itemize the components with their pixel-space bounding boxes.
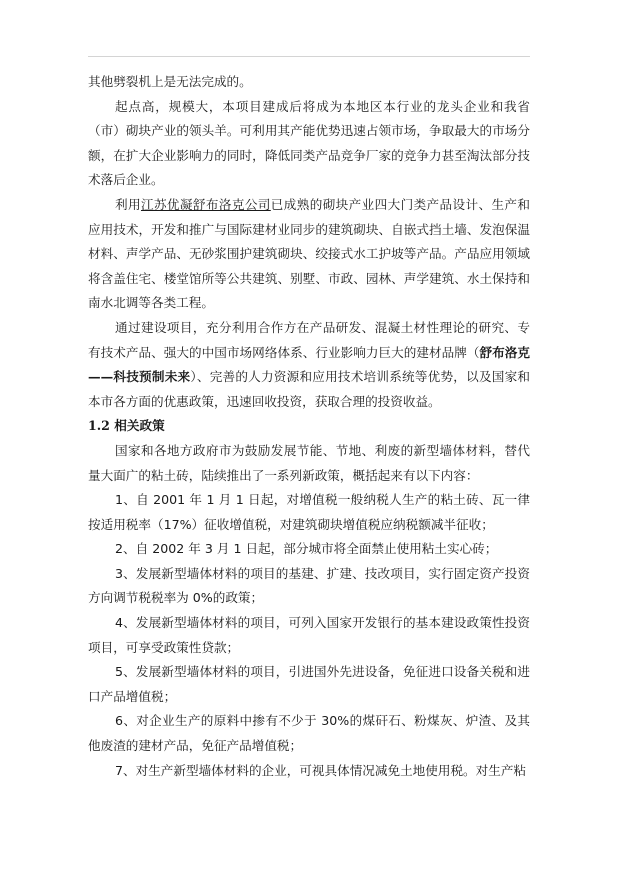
paragraph-market-advantage: 起点高，规模大，本项目建成后将成为本地区本行业的龙头企业和我省（市）砌块产业的领头羊。可利用其产能优势迅速占领市场，争取最大的市场分额，在扩大企业影响力的同时，降低同类产品竞争厂家的竞争力甚至淘汰部分技术落后企业。 bbox=[88, 98, 530, 188]
policy-item-7: 7、对生产新型墙体材料的企业，可视具体情况减免土地使用税。对生产粘 bbox=[115, 762, 527, 778]
policy-item-5: 5、发展新型墙体材料的项目，引进国外先进设备，免征进口设备关税和进口产品增值税； bbox=[88, 664, 530, 704]
section-heading: 1.2 相关政策 bbox=[88, 418, 165, 434]
paragraph-investment-lead: 通过建设项目，充分利用合作方在产品研发、混凝土材性理论的研究、专有技术产品、强大的中国市场网络体系、行业影响力巨大的建材品牌（ bbox=[88, 319, 530, 360]
section-intro: 国家和各地方政府市为鼓励发展节能、节地、利废的新型墙体材料，替代量大面广的粘土砖，陆续推出了一系列新政策，概括起来有以下内容： bbox=[88, 442, 530, 483]
policy-item-2: 2、自 2002 年 3 月 1 日起，部分城市将全面禁止使用粘土实心砖； bbox=[115, 541, 498, 557]
paragraph-investment bbox=[88, 316, 530, 414]
company-name-link[interactable]: 江苏优凝舒布洛克公司 bbox=[140, 196, 271, 212]
brand-slogan: 舒布洛克——科技预制未来 bbox=[88, 344, 531, 385]
document-body bbox=[88, 70, 530, 783]
paragraph-technology bbox=[88, 193, 530, 316]
paragraph-continuation: 其他劈裂机上是无法完成的。 bbox=[88, 74, 252, 89]
policy-item-1: 1、自 2001 年 1 月 1 日起，对增值税一般纳税人生产的粘土砖、瓦一律按适用税率（17%）征收增值税，对建筑砌块增值税应纳税额减半征收； bbox=[88, 492, 530, 532]
policy-item-4: 4、发展新型墙体材料的项目，可列入国家开发银行的基本建设政策性投资项目，可享受政策性贷款； bbox=[88, 615, 530, 655]
policy-item-3: 3、发展新型墙体材料的项目的基建、扩建、技改项目，实行固定资产投资方向调节税税率为 0%的政策； bbox=[88, 565, 530, 606]
paragraph-investment-body: ）、完善的人力资源和应用技术培训系统等优势，以及国家和本市各方面的优惠政策，迅速回收投资，获取合理的投资收益。 bbox=[88, 369, 531, 409]
paragraph-technology-lead: 利用 bbox=[115, 196, 141, 212]
policy-item-6: 6、对企业生产的原料中掺有不少于 30%的煤矸石、粉煤灰、炉渣、及其他废渣的建材产品，免征产品增值税； bbox=[88, 713, 530, 754]
paragraph-technology-body: 已成熟的砌块产业四大门类产品设计、生产和应用技术，开发和推广与国际建材业同步的建筑砌块、自嵌式挡土墙、发泡保温材料、声学产品、无砂浆围护建筑砌块、绞接式水工护坡等产品。产品应用领域将含盖住宅、楼堂馆所等公共建筑、别墅、市政、园林、声学建筑、水土保持和南水北调等各类工程。 bbox=[88, 196, 531, 311]
page-header-rule bbox=[88, 56, 530, 57]
